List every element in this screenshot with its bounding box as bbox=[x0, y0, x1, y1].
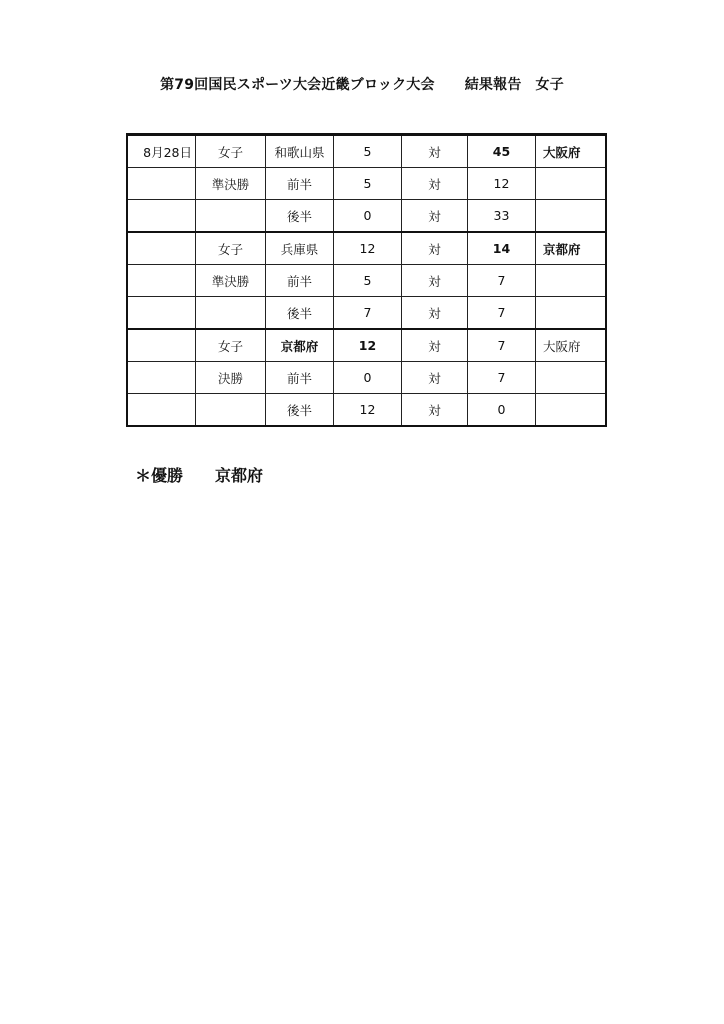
vs-cell: 対 bbox=[402, 329, 468, 362]
results-table bbox=[127, 134, 606, 426]
home-score-cell: 12 bbox=[334, 329, 402, 362]
half-cell: 後半 bbox=[266, 200, 334, 233]
title-category: 女子 bbox=[535, 77, 564, 93]
table-row bbox=[128, 394, 606, 426]
away-team-cell: 大阪府 bbox=[536, 135, 606, 168]
champion-line bbox=[135, 463, 263, 486]
date-cell bbox=[128, 200, 196, 233]
vs-cell: 対 bbox=[402, 232, 468, 265]
vs-cell: 対 bbox=[402, 297, 468, 330]
round-cell bbox=[196, 200, 266, 233]
round-cell bbox=[196, 297, 266, 330]
half-cell: 前半 bbox=[266, 168, 334, 200]
half-cell: 後半 bbox=[266, 394, 334, 426]
table-row bbox=[128, 329, 606, 362]
date-cell bbox=[128, 329, 196, 362]
vs-cell: 対 bbox=[402, 135, 468, 168]
date-cell: 8月28日 bbox=[128, 135, 196, 168]
date-cell bbox=[128, 232, 196, 265]
home-score-cell: 12 bbox=[334, 232, 402, 265]
home-score-cell: 5 bbox=[334, 135, 402, 168]
half-cell: 前半 bbox=[266, 265, 334, 297]
away-score-cell: 0 bbox=[468, 394, 536, 426]
away-team-cell: 京都府 bbox=[536, 232, 606, 265]
champion-team: 京都府 bbox=[215, 466, 264, 485]
table-row bbox=[128, 297, 606, 330]
date-cell bbox=[128, 362, 196, 394]
document-title bbox=[0, 74, 724, 94]
round-cell bbox=[196, 394, 266, 426]
home-score-cell: 12 bbox=[334, 394, 402, 426]
half-cell: 後半 bbox=[266, 297, 334, 330]
away-team-cell bbox=[536, 362, 606, 394]
vs-cell: 対 bbox=[402, 362, 468, 394]
category-cell: 女子 bbox=[196, 232, 266, 265]
champion-label: ＊優勝 bbox=[135, 466, 184, 485]
home-team-cell: 京都府 bbox=[266, 329, 334, 362]
round-cell: 決勝 bbox=[196, 362, 266, 394]
vs-cell: 対 bbox=[402, 200, 468, 233]
away-score-cell: 33 bbox=[468, 200, 536, 233]
table-row bbox=[128, 265, 606, 297]
vs-cell: 対 bbox=[402, 265, 468, 297]
table-row bbox=[128, 200, 606, 233]
home-team-cell: 和歌山県 bbox=[266, 135, 334, 168]
away-team-cell bbox=[536, 297, 606, 330]
category-cell: 女子 bbox=[196, 135, 266, 168]
home-score-cell: 0 bbox=[334, 362, 402, 394]
table-row bbox=[128, 232, 606, 265]
half-cell: 前半 bbox=[266, 362, 334, 394]
away-team-cell bbox=[536, 265, 606, 297]
home-score-cell: 7 bbox=[334, 297, 402, 330]
date-cell bbox=[128, 297, 196, 330]
title-event: 第79回国民スポーツ大会近畿ブロック大会 bbox=[160, 77, 435, 93]
round-cell: 準決勝 bbox=[196, 168, 266, 200]
away-score-cell: 14 bbox=[468, 232, 536, 265]
away-score-cell: 7 bbox=[468, 297, 536, 330]
home-score-cell: 5 bbox=[334, 265, 402, 297]
away-score-cell: 7 bbox=[468, 329, 536, 362]
away-team-cell bbox=[536, 394, 606, 426]
table-row bbox=[128, 168, 606, 200]
table-row bbox=[128, 362, 606, 394]
date-cell bbox=[128, 265, 196, 297]
vs-cell: 対 bbox=[402, 168, 468, 200]
date-cell bbox=[128, 394, 196, 426]
away-team-cell bbox=[536, 200, 606, 233]
away-team-cell bbox=[536, 168, 606, 200]
away-score-cell: 45 bbox=[468, 135, 536, 168]
category-cell: 女子 bbox=[196, 329, 266, 362]
round-cell: 準決勝 bbox=[196, 265, 266, 297]
away-score-cell: 7 bbox=[468, 265, 536, 297]
vs-cell: 対 bbox=[402, 394, 468, 426]
title-report: 結果報告 bbox=[464, 77, 522, 93]
date-cell bbox=[128, 168, 196, 200]
away-score-cell: 7 bbox=[468, 362, 536, 394]
away-score-cell: 12 bbox=[468, 168, 536, 200]
home-score-cell: 0 bbox=[334, 200, 402, 233]
home-score-cell: 5 bbox=[334, 168, 402, 200]
table-row bbox=[128, 135, 606, 168]
away-team-cell: 大阪府 bbox=[536, 329, 606, 362]
home-team-cell: 兵庫県 bbox=[266, 232, 334, 265]
